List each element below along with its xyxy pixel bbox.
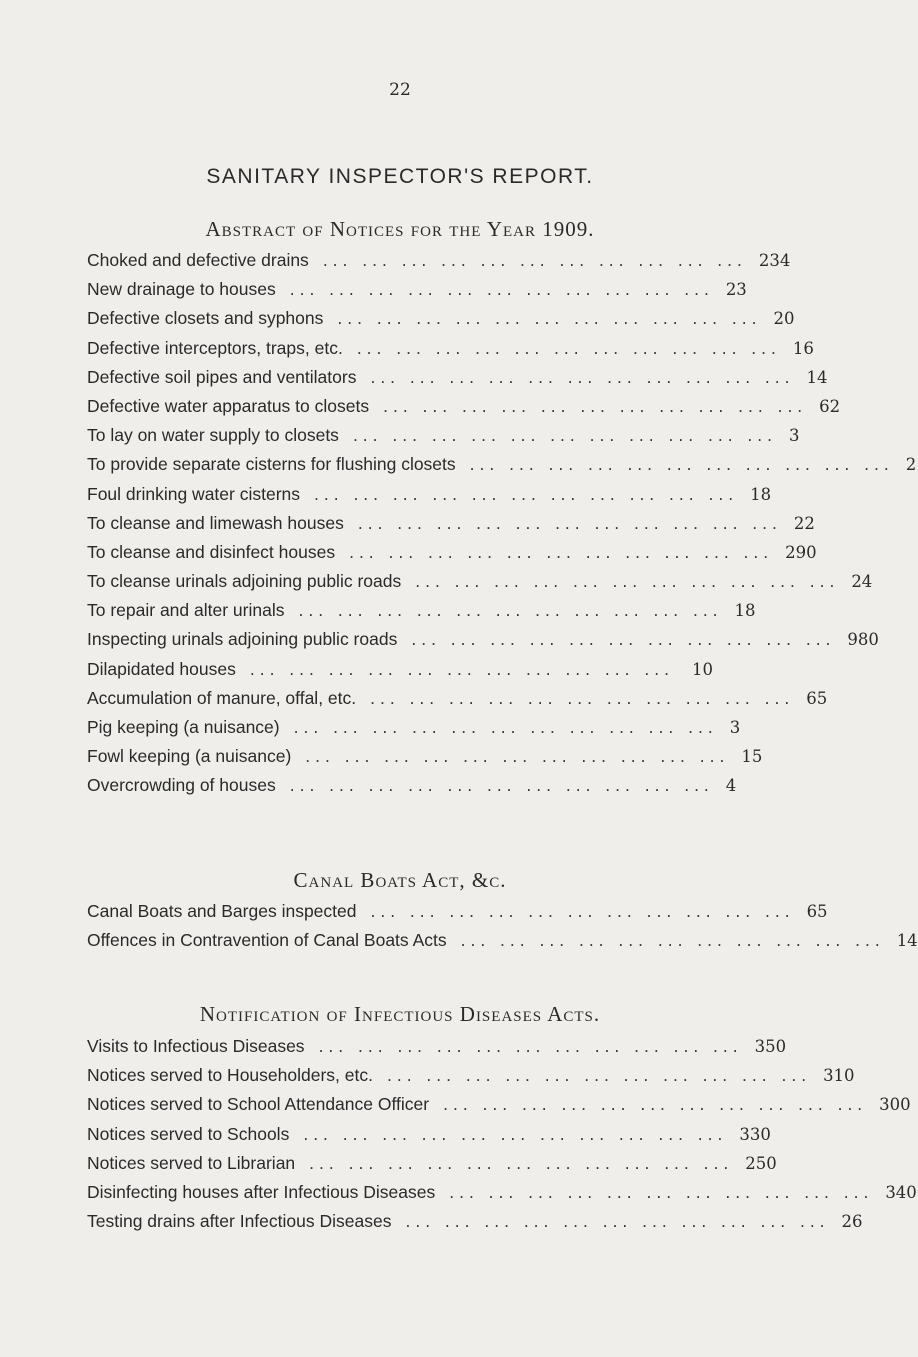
dot-leader: ... ... ... ... ... ... ... ... ... ... ... bbox=[303, 1123, 728, 1144]
list-item bbox=[87, 246, 791, 275]
item-count: 980 bbox=[847, 630, 879, 650]
item-label: Pig keeping (a nuisance) bbox=[87, 717, 280, 737]
item-count: 16 bbox=[792, 338, 814, 358]
dot-leader: ... ... ... ... ... ... ... ... ... ... ... bbox=[386, 1065, 812, 1086]
section-heading-infectious-diseases: Notification of Infectious Diseases Acts. bbox=[199, 1002, 601, 1026]
item-count: 330 bbox=[739, 1124, 771, 1144]
item-label: Canal Boats and Barges inspected bbox=[87, 901, 357, 921]
list-item bbox=[87, 1061, 855, 1090]
list-item bbox=[87, 567, 873, 596]
item-count: 290 bbox=[785, 542, 817, 562]
item-label: Defective soil pipes and ventilators bbox=[87, 366, 357, 387]
item-label: Notices served to Librarian bbox=[87, 1152, 296, 1173]
item-count: 300 bbox=[879, 1095, 911, 1115]
list-item bbox=[87, 897, 828, 926]
item-label: To cleanse and limewash houses bbox=[87, 512, 344, 533]
dot-leader: ... ... ... ... ... ... ... ... ... ... ... bbox=[443, 1094, 868, 1115]
item-label: Fowl keeping (a nuisance) bbox=[87, 746, 292, 767]
item-label: Overcrowding of houses bbox=[87, 775, 276, 796]
item-label: Defective interceptors, traps, etc. bbox=[87, 337, 343, 358]
dot-leader: ... ... ... ... ... ... ... ... ... ... ... bbox=[352, 425, 778, 446]
item-label: New drainage to houses bbox=[87, 279, 276, 300]
item-label: Defective closets and syphons bbox=[87, 308, 324, 329]
item-label: To cleanse and disinfect houses bbox=[87, 541, 336, 562]
dot-leader: ... ... ... ... ... ... ... ... ... ... ... bbox=[337, 308, 762, 329]
item-label: Disinfecting houses after Infectious Diseases bbox=[87, 1181, 436, 1202]
dot-leader: ... ... ... ... ... ... ... ... ... ... ... bbox=[349, 541, 774, 562]
item-count: 340 bbox=[885, 1182, 917, 1202]
dot-leader: ... ... ... ... ... ... ... ... ... ... ... bbox=[298, 600, 723, 621]
list-item bbox=[87, 1149, 777, 1178]
item-count: 20 bbox=[773, 309, 795, 329]
list-item bbox=[87, 392, 841, 421]
list-item bbox=[87, 1207, 863, 1236]
list-item bbox=[87, 509, 815, 538]
dot-leader: ... ... ... ... ... ... ... ... ... ... ... bbox=[318, 1036, 743, 1056]
dot-leader: ... ... ... ... ... ... ... ... ... ... ... bbox=[460, 930, 885, 951]
dot-leader: ... ... ... ... ... ... ... ... ... ... ... bbox=[370, 687, 795, 708]
item-label: Offences in Contravention of Canal Boats Acts bbox=[87, 930, 447, 951]
list-item bbox=[87, 275, 747, 304]
item-count: 62 bbox=[819, 396, 841, 416]
dot-leader: ... ... ... ... ... ... ... ... ... ... ... bbox=[370, 366, 795, 387]
dot-leader: ... ... ... ... ... ... ... ... ... ... ... bbox=[469, 454, 894, 475]
item-count: 14 bbox=[806, 367, 828, 387]
item-label: To provide separate cisterns for flushing closets bbox=[87, 454, 456, 475]
dot-leader: ... ... ... ... ... ... ... ... ... ... ... bbox=[289, 279, 714, 300]
item-count: 15 bbox=[741, 747, 763, 767]
item-label: Notices served to School Attendance Officer bbox=[87, 1094, 430, 1115]
abstract-notices-list bbox=[87, 246, 917, 801]
item-count: 23 bbox=[725, 280, 747, 300]
list-item bbox=[87, 625, 879, 654]
page-number: 22 bbox=[389, 80, 411, 100]
dot-leader: ... ... ... ... ... ... ... ... ... ... ... bbox=[449, 1181, 874, 1202]
dot-leader: ... ... ... ... ... ... ... ... ... ... ... bbox=[314, 483, 739, 504]
item-count: 4 bbox=[725, 776, 737, 796]
item-label: Notices served to Householders, etc. bbox=[87, 1065, 373, 1086]
list-item bbox=[87, 1120, 771, 1149]
item-label: Dilapidated houses bbox=[87, 658, 236, 679]
dot-leader: ... ... ... ... ... ... ... ... ... ... ... bbox=[383, 395, 808, 416]
dot-leader: ... ... ... ... ... ... ... ... ... ... ... bbox=[322, 250, 747, 270]
item-count: 18 bbox=[750, 484, 772, 504]
infectious-diseases-list bbox=[87, 1032, 917, 1236]
item-label: Accumulation of manure, offal, etc. bbox=[87, 687, 357, 708]
section-heading-canal-boats: Canal Boats Act, &c. bbox=[293, 868, 507, 892]
item-count: 26 bbox=[841, 1212, 863, 1232]
list-item bbox=[87, 363, 828, 392]
item-count: 24 bbox=[851, 572, 873, 592]
item-label: Notices served to Schools bbox=[87, 1123, 290, 1144]
item-count: 310 bbox=[823, 1066, 855, 1086]
list-item bbox=[87, 421, 800, 450]
item-count: 65 bbox=[806, 902, 828, 921]
list-item bbox=[87, 1178, 917, 1207]
canal-boats-list bbox=[87, 897, 918, 955]
list-item bbox=[87, 742, 763, 771]
item-count: 3 bbox=[789, 426, 800, 446]
item-label: To cleanse urinals adjoining public roads bbox=[87, 571, 402, 592]
list-item bbox=[87, 771, 737, 800]
report-title: SANITARY INSPECTOR'S REPORT. bbox=[206, 165, 594, 188]
item-count: 10 bbox=[692, 659, 713, 679]
list-item bbox=[87, 334, 814, 363]
item-label: Testing drains after Infectious Diseases bbox=[87, 1211, 392, 1232]
dot-leader: ... ... ... ... ... ... ... ... ... ... ... bbox=[305, 746, 730, 767]
dot-leader: ... ... ... ... ... ... ... ... ... ... ... bbox=[309, 1152, 734, 1173]
item-count: 65 bbox=[806, 688, 828, 708]
dot-leader: ... ... ... ... ... ... ... ... ... ... ... bbox=[411, 629, 836, 650]
item-label: Defective water apparatus to closets bbox=[87, 395, 370, 416]
list-item bbox=[87, 926, 918, 955]
dot-leader: ... ... ... ... ... ... ... ... ... ... ... bbox=[357, 512, 782, 533]
item-count: 3 bbox=[729, 718, 741, 737]
item-count: 350 bbox=[754, 1037, 787, 1056]
dot-leader: ... ... ... ... ... ... ... ... ... ... ... bbox=[249, 658, 674, 679]
dot-leader: ... ... ... ... ... ... ... ... ... ... ... bbox=[289, 775, 714, 796]
list-item bbox=[87, 304, 795, 333]
list-item bbox=[87, 538, 817, 567]
dot-leader: ... ... ... ... ... ... ... ... ... ... ... bbox=[370, 901, 795, 921]
item-count: 22 bbox=[793, 513, 815, 533]
item-label: Choked and defective drains bbox=[87, 250, 309, 270]
list-item bbox=[87, 684, 828, 713]
item-label: To repair and alter urinals bbox=[87, 600, 285, 621]
dot-leader: ... ... ... ... ... ... ... ... ... ... ... bbox=[293, 717, 718, 737]
item-label: Visits to Infectious Diseases bbox=[87, 1036, 305, 1056]
dot-leader: ... ... ... ... ... ... ... ... ... ... ... bbox=[356, 337, 781, 358]
item-count: 234 bbox=[758, 251, 791, 270]
list-item bbox=[87, 655, 713, 684]
item-count: 2 bbox=[905, 455, 917, 475]
list-item bbox=[87, 713, 741, 742]
section-heading-abstract: Abstract of Notices for the Year 1909. bbox=[205, 217, 595, 241]
item-label: To lay on water supply to closets bbox=[87, 425, 339, 446]
list-item bbox=[87, 450, 917, 479]
item-count: 18 bbox=[734, 601, 756, 621]
list-item bbox=[87, 1090, 911, 1119]
item-label: Inspecting urinals adjoining public roads bbox=[87, 629, 398, 650]
dot-leader: ... ... ... ... ... ... ... ... ... ... ... bbox=[415, 571, 840, 592]
item-count: 14 bbox=[896, 931, 918, 951]
dot-leader: ... ... ... ... ... ... ... ... ... ... ... bbox=[405, 1211, 830, 1232]
item-count: 250 bbox=[745, 1153, 777, 1173]
list-item bbox=[87, 1032, 787, 1061]
list-item bbox=[87, 596, 756, 625]
item-label: Foul drinking water cisterns bbox=[87, 483, 300, 504]
list-item bbox=[87, 480, 772, 509]
